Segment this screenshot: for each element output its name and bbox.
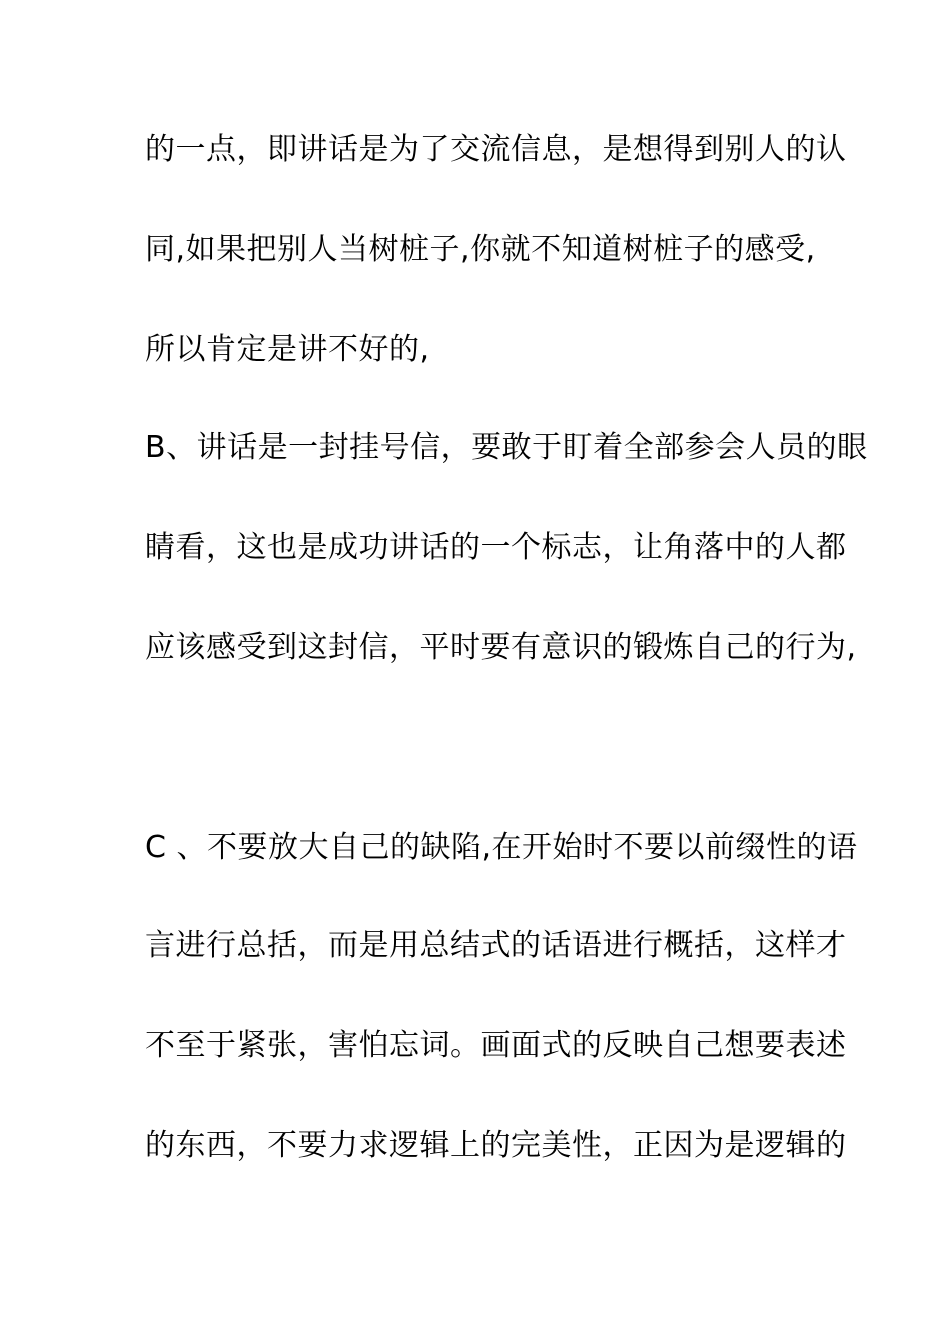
text-line: 的一点，即讲话是为了交流信息，是想得到别人的认 <box>145 132 847 167</box>
text-line: 的东西，不要力求逻辑上的完美性，正因为是逻辑的 <box>145 1128 847 1163</box>
text-line: B、讲话是一封挂号信，要敢于盯着全部参会人员的眼 <box>145 430 868 465</box>
text-line: 应该感受到这封信，平时要有意识的锻炼自己的行为, <box>145 630 857 665</box>
text-line: 睛看，这也是成功讲话的一个标志，让角落中的人都 <box>145 530 847 565</box>
text-line: 所以肯定是讲不好的, <box>145 332 430 367</box>
text-line: 同,如果把别人当树桩子,你就不知道树桩子的感受, <box>145 232 816 267</box>
text-line: 言进行总括，而是用总结式的话语进行概括，这样才 <box>145 928 847 963</box>
text-line: 不至于紧张，害怕忘词。画面式的反映自己想要表述 <box>145 1028 847 1063</box>
text-line: C 、不要放大自己的缺陷,在开始时不要以前缀性的语 <box>145 830 858 865</box>
